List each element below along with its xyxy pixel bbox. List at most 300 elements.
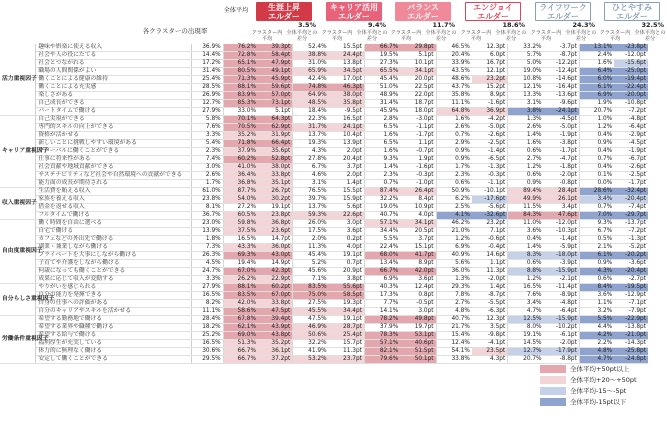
cluster-rate-cell: 8.4% [579,284,614,292]
overall-average-value: 8.1% [191,204,223,212]
cluster-rate-cell: 59.3% [293,212,329,220]
overall-average-value: 3.3% [191,132,223,140]
legend-label: 全体平均-15pt以下 [570,398,627,406]
cluster-rate-cell: 1.2% [508,164,544,172]
cluster-rate-cell: 37.9% [223,148,258,156]
cluster-diff-cell: 4.3pt [472,356,508,364]
cluster-rate-cell: 1.0% [579,116,614,124]
cluster-diff-cell: 47.5pt [258,308,293,316]
cluster-rate-cell: 33.0% [223,108,258,116]
cluster-rate-cell: 46.5% [436,44,472,52]
item-label: 副業・兼業しながら働ける [36,244,192,252]
cluster-rate-cell: 13.7% [293,204,329,212]
cluster-rate-cell: 2.1% [579,244,614,252]
cluster-diff-cell: 3.7pt [329,164,365,172]
cluster-diff-cell: -6.1pt [544,332,580,340]
cluster-diff-cell: 49.8pt [400,316,436,324]
cluster-name-line1: ひとやすみ [612,3,652,12]
legend-label: 全体平均+50pt以上 [570,365,630,373]
cluster-diff-cell: -10.3pt [544,228,580,236]
cluster-diff-cell: -6.3pt [472,308,508,316]
cluster-rate-cell: 43.5% [436,68,472,76]
cluster-rate-cell: 6.9% [364,276,400,284]
cluster-diff-cell: 47.6pt [544,212,580,220]
cluster-diff-cell: -7.2pt [614,108,648,116]
overall-average-value: 2.3% [191,148,223,156]
cluster-rate-cell: 22.3% [293,116,329,124]
cluster-diff-cell: 2.0pt [329,172,365,180]
cluster-rate-cell: 2.3% [364,172,400,180]
item-label: 希望する勤務地で働ける [36,316,192,324]
factor-label: キャリア重視因子 [0,116,36,188]
cluster-rate-cell: 3.1% [293,180,329,188]
cluster-diff-cell: -19.5pt [614,284,648,292]
cluster-diff-cell: 51.5pt [400,348,436,356]
cluster-diff-cell: 1.4pt [329,180,365,188]
cluster-diff-cell: 58.5pt [329,292,365,300]
table-row [0,340,648,348]
cluster-diff-cell: 23.2pt [472,76,508,84]
cluster-diff-cell: 45.9pt [258,76,293,84]
cluster-rate-cell: 76.5% [293,188,329,196]
overall-average-value: 61.0% [191,188,223,196]
cluster-rate-cell: 84.3% [508,212,544,220]
cluster-rate-cell: 0.4% [579,148,614,156]
cluster-rate-cell: 33.9% [436,60,472,68]
cluster-name-line2: エルダー [616,12,648,21]
cluster-rate-cell: 40.7% [436,316,472,324]
table-row [0,308,648,316]
cluster-diff-cell: 22.6pt [329,212,365,220]
cluster-diff-cell: 28.4pt [544,188,580,196]
cluster-rate-cell: 20.7% [508,356,544,364]
cluster-diff-cell: -13.6pt [544,92,580,100]
item-label: 体力的に無理なく働ける [36,348,192,356]
cluster-diff-cell: -3.0pt [400,116,436,124]
cluster-rate-cell: 6.9% [436,244,472,252]
cluster-rate-cell: 54.0% [223,196,258,204]
table-row [0,236,648,244]
table-row [0,196,648,204]
factor-label: 労働条件重視因子 [0,316,36,364]
cluster-diff-cell: 8.9pt [472,92,508,100]
cluster-diff-cell: -25.0pt [614,68,648,76]
cluster-diff-cell: -12.2pt [544,60,580,68]
cluster-rate-cell: 4.3% [293,148,329,156]
cluster-rate-cell: 1.3% [436,276,472,284]
cluster-diff-cell: 15.7pt [329,340,365,348]
cluster-diff-cell: 39.4pt [258,316,293,324]
cluster-share: 24.3% [572,21,595,29]
cluster-rate-cell: 1.2% [436,236,472,244]
cluster-rate-cell: 62.1% [223,324,258,332]
cluster-rate-cell: 36.8% [223,180,258,188]
cluster-diff-cell: 5.6pt [329,204,365,212]
overall-average-value: 12.7% [191,100,223,108]
cluster-diff-cell: 16.5pt [329,116,365,124]
cluster-rate-cell: 0.5% [579,236,614,244]
cluster-rate-cell: 14.5% [508,340,544,348]
table-row [0,284,648,292]
cluster-diff-cell: 12.3pt [472,44,508,52]
item-label: 能力面の成長が期待される [36,180,192,188]
cluster-diff-cell: 10.1pt [400,60,436,68]
cluster-rate-cell: 88.1% [223,284,258,292]
cluster-diff-cell: 35.6pt [258,148,293,156]
cluster-diff-cell: 39.3pt [258,44,293,52]
table-row [0,188,648,196]
overall-average-value: 17.2% [191,60,223,68]
item-label: 専門的スキルの向上ができる [36,124,192,132]
item-label: 社会や人の役にたてる [36,52,192,60]
cluster-name-line1: バランス [407,3,439,12]
cluster-rate-cell: 46.2% [436,220,472,228]
cluster-diff-cell: -17.6pt [472,196,508,204]
overall-average-value: 27.9% [191,108,223,116]
cluster-rate-cell: 5.0% [508,60,544,68]
table-row [0,324,648,332]
cluster-rate-cell: 19.4% [223,260,258,268]
cluster-rate-cell: 1.6% [579,60,614,68]
cluster-diff-cell: -12.0pt [544,220,580,228]
factor-label: 自由度重視因子 [0,220,36,284]
cluster-rate-cell: 19.0% [508,68,544,76]
cluster-rate-cell: 64.8% [436,108,472,116]
cluster-rate-cell: 43.7% [436,84,472,92]
cluster-diff-cell: -0.3pt [400,172,436,180]
cluster-rate-cell: 2.7% [436,300,472,308]
cluster-rate-cell: 7.7% [364,300,400,308]
cluster-diff-cell: -20.4pt [614,196,648,204]
cluster-name-line1: キャリア活用 [330,3,378,12]
cluster-diff-cell: -20.2pt [614,252,648,260]
cluster-rate-cell: 29.3% [436,284,472,292]
cluster-rate-cell: 1.6% [364,132,400,140]
overall-average-value: 36.7% [191,212,223,220]
table-row [0,140,648,148]
cluster-rate-cell: 51.3% [223,340,258,348]
cluster-rate-cell: 33.8% [436,356,472,364]
cluster-diff-cell: -3.7pt [544,44,580,52]
cluster-diff-cell: -12.9pt [614,292,648,300]
cluster-diff-cell: 0.2pt [329,236,365,244]
cluster-diff-cell: 62.9pt [258,124,293,132]
cluster-rate-cell: 35.8% [436,92,472,100]
cluster-diff-cell: 1.1pt [400,140,436,148]
cluster-diff-cell: 0.8pt [400,292,436,300]
cluster-diff-cell: 52.8pt [258,156,293,164]
cluster-rate-cell: 45.4% [364,76,400,84]
cluster-diff-cell: 58.4pt [258,52,293,60]
cluster-diff-cell: 49.1pt [258,68,293,76]
cluster-diff-cell: 30.2pt [258,196,293,204]
cluster-rate-cell: 66.7% [223,348,258,356]
item-label: カフェなどの外出先で働ける [36,236,192,244]
cluster-rate-cell: 65.5% [364,68,400,76]
cluster-diff-cell: -0.5pt [400,300,436,308]
sub-label-rate: クラスター内平均 [599,30,631,42]
cluster-diff-cell: 1.4pt [472,284,508,292]
cluster-rate-cell: 3.4% [579,196,614,204]
cluster-rate-cell: 0.7% [579,204,614,212]
overall-average-value: 11.1% [191,308,223,316]
cluster-diff-cell: 14.7pt [258,236,293,244]
table-row [0,204,648,212]
cluster-diff-cell: 43.9pt [258,324,293,332]
cluster-rate-cell: 5.6% [436,260,472,268]
item-label: サステナビリティなど社会や自然環境への貢献ができる [36,172,192,180]
table-row [0,332,648,340]
cluster-diff-cell: -2.0pt [472,276,508,284]
cluster-rate-cell: 83.5% [223,292,258,300]
cluster-rate-cell: 48.5% [293,100,329,108]
item-label: プライベートを大事にしながら働ける [36,252,192,260]
cluster-diff-cell: 13.9pt [329,140,365,148]
cluster-share: 18.6% [502,21,525,29]
cluster-diff-cell: 20.0pt [400,76,436,84]
cluster-diff-cell: -14.3pt [614,340,648,348]
cluster-rate-cell: 27.3% [364,60,400,68]
cluster-rate-cell: 2.4% [579,52,614,60]
overall-average-value: 3.0% [191,164,223,172]
cluster-rate-cell: 5.5% [364,236,400,244]
table-row [0,356,648,364]
cluster-diff-cell: -1.7pt [614,180,648,188]
item-label: 自分のキャリアやスキルを活かせる [36,308,192,316]
cluster-diff-cell: 23.7pt [329,356,365,364]
cluster-rate-cell: 31.7% [293,124,329,132]
cluster-rate-cell: 3.6% [508,228,544,236]
table-row [0,60,648,68]
cluster-diff-cell: -1.7pt [400,132,436,140]
cluster-rate-cell: 12.4% [436,340,472,348]
table-row [0,124,648,132]
cluster-diff-cell: 33.8pt [258,300,293,308]
overall-average-value: 14.4% [191,52,223,60]
item-label: 自分の能力を発揮できる [36,292,192,300]
cluster-diff-cell: 24.1pt [329,124,365,132]
cluster-diff-cell: -21.0pt [614,332,648,340]
cluster-diff-cell: -12.4pt [544,68,580,76]
cluster-diff-cell: -1.6pt [400,164,436,172]
cluster-diff-cell: -2.0pt [544,340,580,348]
cluster-diff-cell: 20.4pt [329,156,365,164]
cluster-diff-cell: 3.8pt [329,276,365,284]
cluster-diff-cell: 23.2pt [472,220,508,228]
cluster-diff-cell: -4.5pt [544,116,580,124]
cluster-diff-cell: 22.5pt [400,84,436,92]
cluster-diff-cell: 34.4pt [329,308,365,316]
overall-average-value: 7.4% [191,156,223,164]
cluster-rate-cell: 2.5% [436,204,472,212]
cluster-rate-cell: 4.2% [579,332,614,340]
cluster-rate-cell: 6.5% [364,124,400,132]
cluster-rate-cell: 0.7% [364,180,400,188]
cluster-diff-cell: -4.7pt [544,156,580,164]
cluster-rate-cell: 27.2% [223,204,258,212]
cluster-diff-cell: -1.3pt [472,164,508,172]
cluster-rate-cell: 60.5% [223,212,258,220]
cluster-diff-cell: 43.8pt [258,332,293,340]
cluster-diff-cell: 60.2pt [258,284,293,292]
cluster-diff-cell: 4.0pt [400,212,436,220]
cluster-rate-cell: 53.2% [293,356,329,364]
item-label: 働くことによる充実感 [36,84,192,92]
cluster-diff-cell: 46.3pt [329,84,365,92]
overall-average-value: 7.3% [191,244,223,252]
cluster-share: 9.4% [367,21,386,29]
item-label: 希望する給与で働ける [36,332,192,340]
overall-average-value: 25.4% [191,76,223,84]
cluster-rate-cell: 87.7% [223,188,258,196]
factor-label: 活力重視因子 [0,44,36,116]
cluster-rate-cell: 6.1% [579,252,614,260]
cluster-rate-cell: 1.3% [508,116,544,124]
cluster-diff-cell: -8.7pt [544,52,580,60]
overall-average-value: 2.6% [191,172,223,180]
cluster-rate-cell: 17.3% [364,292,400,300]
overall-average-value: 5.8% [191,116,223,124]
cluster-diff-cell: -25.8pt [614,348,648,356]
overall-average-value: 26.9% [191,92,223,100]
cluster-diff-cell: -6.4pt [544,308,580,316]
cluster-rate-cell: 10.8% [508,76,544,84]
cluster-rate-cell: 31.0% [293,60,329,68]
cluster-diff-cell: 12.4pt [400,284,436,292]
cluster-rate-cell: 87.4% [364,188,400,196]
item-label: 職場の人間関係がよい [36,68,192,76]
cluster-diff-cell: -8.7pt [472,292,508,300]
cluster-diff-cell: -2.6pt [614,164,648,172]
cluster-rate-cell: 0.4% [579,132,614,140]
cluster-rate-cell: 16.5% [223,236,258,244]
cluster-diff-cell: 33.8pt [258,172,293,180]
cluster-rate-cell: 50.9% [436,188,472,196]
cluster-rate-cell: 3.1% [508,100,544,108]
cluster-label [604,2,660,21]
overall-average-value: 8.2% [191,300,223,308]
cluster-rate-cell: 52.4% [293,44,329,52]
cluster-rate-cell: 42.4% [293,76,329,84]
cluster-diff-cell: 55.6pt [329,284,365,292]
item-label: パートタイムで働ける [36,108,192,116]
cluster-rate-cell: 20.7% [579,108,614,116]
cluster-rate-cell: 4.3% [579,268,614,276]
cluster-diff-cell: 23.5pt [472,348,508,356]
item-label: 福利厚生が充実している [36,340,192,348]
cluster-diff-cell: -1.4pt [472,148,508,156]
cluster-rate-cell: 48.9% [364,92,400,100]
item-label: 自己成長ができる [36,100,192,108]
cluster-rate-cell: 6.9% [579,92,614,100]
cluster-diff-cell: 18.0pt [400,108,436,116]
factor-label: 収入重視因子 [0,188,36,220]
overall-average-value: 26.3% [191,252,223,260]
cluster-rate-cell: 31.4% [364,100,400,108]
table-row [0,220,648,228]
cluster-rate-cell: 45.6% [293,268,329,276]
cluster-rate-cell: 71.8% [223,140,258,148]
cluster-rate-cell: 34.4% [364,228,400,236]
cluster-rate-cell: 1.4% [364,164,400,172]
cluster-rate-cell: 11.3% [293,244,329,252]
cluster-rate-cell: 65.9% [293,68,329,76]
table-row [0,148,648,156]
cluster-rate-cell: 16.5% [508,284,544,292]
item-label: 生活費を賄える収入 [36,188,192,196]
overall-average-value: 31.4% [191,68,223,76]
cluster-rate-cell: 40.7% [364,212,400,220]
cluster-diff-cell: 73.1pt [258,100,293,108]
cluster-diff-cell: 12.3pt [472,316,508,324]
cluster-diff-cell: 17.0pt [329,76,365,84]
cluster-diff-cell: -13.7pt [614,220,648,228]
cluster-diff-cell: 3.0pt [400,308,436,316]
cluster-diff-cell: -32.6pt [472,212,508,220]
cluster-diff-cell: -1.9pt [614,148,648,156]
overall-average-value: 3.3% [191,276,223,284]
cluster-diff-cell: -1.9pt [544,132,580,140]
cluster-diff-cell: -7.4pt [614,204,648,212]
cluster-rate-cell: 75.0% [293,292,329,300]
cluster-diff-cell: -4.8pt [544,300,580,308]
cluster-rate-cell: 7.0% [579,212,614,220]
cluster-name-line2: エルダー [407,12,439,21]
cluster-rate-cell: 6.7% [579,228,614,236]
cluster-diff-cell: 12.1pt [472,68,508,76]
cluster-diff-cell: 59.6pt [258,84,293,92]
cluster-diff-cell: 23.6pt [258,228,293,236]
cluster-diff-cell: -0.8pt [544,180,580,188]
cluster-diff-cell: -1.0pt [400,180,436,188]
cluster-diff-cell: 34.1pt [400,68,436,76]
table-row [0,212,648,220]
cluster-rate-cell: 60.2% [223,156,258,164]
legend-swatch [540,376,566,384]
cluster-rate-cell: 4.6% [293,172,329,180]
table-row [0,292,648,300]
cluster-rate-cell: 1.6% [364,148,400,156]
legend-label: 全体平均-15～-5pt [570,387,627,395]
cluster-diff-cell: 24.4pt [329,52,365,60]
cluster-rate-cell: 7.6% [508,292,544,300]
table-header [0,0,666,43]
cluster-diff-cell: -22.9pt [614,316,648,324]
cluster-name-line2: エルダー [477,12,509,21]
item-label: 子育てや介護をしながら働ける [36,260,192,268]
cluster-rate-cell: 41.0% [223,164,258,172]
cluster-rate-cell: 85.3% [223,100,258,108]
cluster-diff-cell: -0.6pt [472,236,508,244]
cluster-rate-cell: 28.6% [579,188,614,196]
cluster-diff-cell: 3.6pt [329,228,365,236]
cluster-rate-cell: 17.5% [293,228,329,236]
cluster-diff-cell: 14.9pt [258,260,293,268]
item-label: 成果に応じて収入が変動する [36,276,192,284]
cluster-rate-cell: 0.1% [579,172,614,180]
cluster-rate-cell: 2.6% [436,124,472,132]
cluster-diff-cell: -11.4pt [544,284,580,292]
cluster-diff-cell: -23.8pt [614,44,648,52]
sub-label-rate: クラスター内平均 [530,30,562,42]
overall-average-value: 28.4% [191,316,223,324]
cluster-diff-cell: -3.9pt [544,260,580,268]
cluster-rate-cell: 5.2% [293,260,329,268]
cluster-diff-cell: -7.1pt [614,300,648,308]
item-label: 自宅で働ける [36,228,192,236]
cluster-rate-cell: 0.6% [579,276,614,284]
sub-label-rate: クラスター内平均 [321,30,353,42]
